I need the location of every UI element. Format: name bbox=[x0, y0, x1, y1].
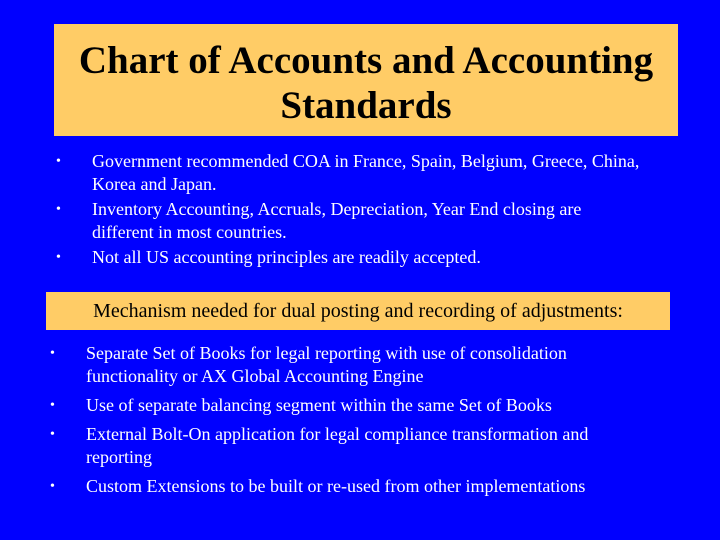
slide-title-line2: Standards bbox=[280, 84, 452, 127]
slide-title-line1: Chart of Accounts and Accounting bbox=[78, 39, 654, 82]
bottom-bullet-list bbox=[50, 342, 710, 504]
mechanism-heading: Mechanism needed for dual posting and recording of adjustments: bbox=[46, 292, 670, 330]
list-item bbox=[56, 150, 716, 196]
list-item-line1: Not all US accounting principles are readily accepted. bbox=[92, 247, 481, 267]
list-item-line1: Custom Extensions to be built or re-used from other implementations bbox=[86, 476, 586, 496]
list-item-line1: External Bolt-On application for legal compliance transformation and bbox=[86, 424, 589, 444]
bullet-glyph: • bbox=[56, 202, 61, 217]
list-item-line2: reporting bbox=[86, 447, 152, 467]
list-item-line1: Use of separate balancing segment within the same Set of Books bbox=[86, 395, 552, 415]
bullet-glyph: • bbox=[56, 154, 61, 169]
list-item-line1: Separate Set of Books for legal reporting with use of consolidation bbox=[86, 343, 567, 363]
list-item-line2: functionality or AX Global Accounting Engine bbox=[86, 366, 424, 386]
bullet-glyph: • bbox=[50, 398, 55, 413]
list-item bbox=[56, 246, 716, 269]
list-item bbox=[50, 394, 710, 417]
top-bullet-list bbox=[56, 150, 716, 271]
bullet-glyph: • bbox=[56, 250, 61, 265]
list-item bbox=[50, 475, 710, 498]
list-item-line2: Korea and Japan. bbox=[92, 174, 217, 194]
bullet-glyph: • bbox=[50, 346, 55, 361]
slide-title-box bbox=[54, 24, 678, 136]
bullet-glyph: • bbox=[50, 479, 55, 494]
list-item-line1: Inventory Accounting, Accruals, Depreciation, Year End closing are bbox=[92, 199, 582, 219]
bullet-glyph: • bbox=[50, 427, 55, 442]
list-item bbox=[50, 342, 710, 388]
list-item bbox=[56, 198, 716, 244]
list-item-line1: Government recommended COA in France, Spain, Belgium, Greece, China, bbox=[92, 151, 640, 171]
list-item bbox=[50, 423, 710, 469]
list-item-line2: different in most countries. bbox=[92, 222, 287, 242]
